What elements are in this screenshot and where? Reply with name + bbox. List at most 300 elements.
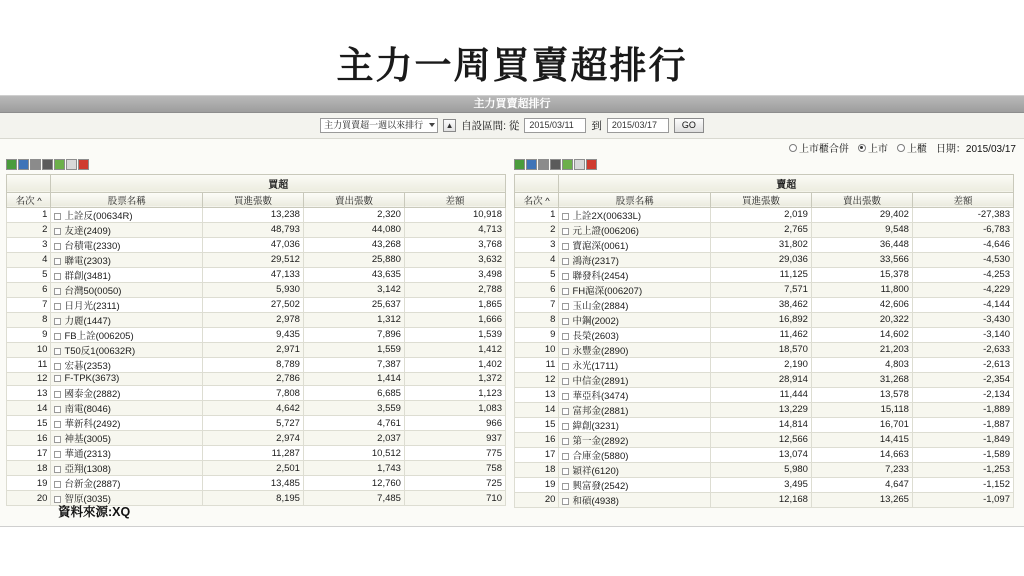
radio-combined[interactable] <box>789 140 849 155</box>
cell-difference: 710 <box>404 491 505 506</box>
cell-stock-name[interactable]: 台新金(2887) <box>51 476 203 491</box>
cell-rank: 3 <box>7 237 51 252</box>
cell-difference: 3,498 <box>404 267 505 282</box>
table-row[interactable] <box>515 447 1014 462</box>
cell-sell-volume: 3,559 <box>303 401 404 416</box>
cell-buy-volume: 8,789 <box>202 357 303 372</box>
buy-panel-icon-bar <box>6 157 506 172</box>
cell-sell-volume: 21,203 <box>811 342 912 357</box>
table-row[interactable] <box>7 416 506 431</box>
cell-buy-volume: 29,512 <box>202 252 303 267</box>
cell-sell-volume: 1,414 <box>303 372 404 386</box>
cell-rank: 20 <box>7 491 51 506</box>
table-row[interactable] <box>515 402 1014 417</box>
checkbox-icon[interactable] <box>54 243 61 250</box>
delete-icon[interactable] <box>586 159 597 170</box>
checkbox-icon[interactable] <box>54 481 61 488</box>
buy-col-rank[interactable]: 名次 ^ <box>7 192 51 207</box>
cell-difference: 1,123 <box>404 386 505 401</box>
cell-sell-volume: 14,602 <box>811 327 912 342</box>
cell-stock-name[interactable]: FH滬深(006207) <box>559 282 711 297</box>
checkbox-icon[interactable] <box>54 303 61 310</box>
cell-rank: 18 <box>515 462 559 477</box>
cell-stock-name[interactable]: 友達(2409) <box>51 222 203 237</box>
cell-difference: -6,783 <box>912 222 1013 237</box>
checkbox-icon[interactable] <box>54 421 61 428</box>
cell-difference: 3,768 <box>404 237 505 252</box>
checkbox-icon[interactable] <box>562 408 569 415</box>
application-window <box>0 95 1024 527</box>
radio-otc[interactable] <box>897 140 927 155</box>
buy-col-sell[interactable]: 賣出張數 <box>303 192 404 207</box>
cell-rank: 13 <box>7 386 51 401</box>
checkbox-icon[interactable] <box>562 243 569 250</box>
date-to-input[interactable]: 2015/03/17 <box>607 118 669 133</box>
table-row[interactable] <box>515 477 1014 492</box>
cell-sell-volume: 29,402 <box>811 207 912 222</box>
toolbar <box>0 113 1024 139</box>
table-row[interactable] <box>515 357 1014 372</box>
table-row[interactable] <box>515 237 1014 252</box>
page-title: 主力一周買賣超排行 <box>336 45 688 86</box>
checkbox-icon[interactable] <box>54 333 61 340</box>
cell-stock-name[interactable]: 聯發科(2454) <box>559 267 711 282</box>
cell-difference: -2,633 <box>912 342 1013 357</box>
table-row[interactable] <box>515 297 1014 312</box>
cell-sell-volume: 13,578 <box>811 387 912 402</box>
confirm-icon[interactable] <box>66 159 77 170</box>
cell-stock-name[interactable]: 南電(8046) <box>51 401 203 416</box>
cell-sell-volume: 7,896 <box>303 327 404 342</box>
table-row[interactable] <box>7 431 506 446</box>
buy-panel <box>6 157 506 508</box>
checkbox-icon[interactable] <box>54 213 61 220</box>
table-row[interactable] <box>515 222 1014 237</box>
cell-rank: 8 <box>515 312 559 327</box>
sell-col-rank[interactable]: 名次 ^ <box>515 192 559 207</box>
checkbox-icon[interactable] <box>562 498 569 505</box>
cell-buy-volume: 11,287 <box>202 446 303 461</box>
cell-sell-volume: 25,880 <box>303 252 404 267</box>
checkbox-icon[interactable] <box>562 228 569 235</box>
cell-sell-volume: 14,415 <box>811 432 912 447</box>
buy-col-diff[interactable]: 差額 <box>404 192 505 207</box>
copy-icon[interactable] <box>18 159 29 170</box>
window-title: 主力買賣超排行 <box>0 96 1024 113</box>
spinner-up-icon[interactable]: ▲ <box>443 119 456 132</box>
cell-sell-volume: 36,448 <box>811 237 912 252</box>
cell-buy-volume: 2,765 <box>710 222 811 237</box>
sell-col-buy[interactable]: 買進張數 <box>710 192 811 207</box>
cell-buy-volume: 13,238 <box>202 207 303 222</box>
source-note: 資料來源:XQ <box>58 504 131 519</box>
buy-table <box>6 174 506 507</box>
cell-rank: 11 <box>515 357 559 372</box>
cell-difference: -3,430 <box>912 312 1013 327</box>
table-row[interactable] <box>7 446 506 461</box>
cell-rank: 4 <box>515 252 559 267</box>
cell-stock-name[interactable]: FB上詮(006205) <box>51 327 203 342</box>
table-row[interactable] <box>515 312 1014 327</box>
cell-buy-volume: 9,435 <box>202 327 303 342</box>
checkbox-icon[interactable] <box>54 273 61 280</box>
cell-sell-volume: 4,803 <box>811 357 912 372</box>
sell-table <box>514 174 1014 508</box>
cell-stock-name[interactable]: 永豐金(2890) <box>559 342 711 357</box>
checkbox-icon[interactable] <box>54 318 61 325</box>
checkbox-icon[interactable] <box>54 466 61 473</box>
sell-group-title: 賣超 <box>559 174 1014 192</box>
checkbox-icon[interactable] <box>562 423 569 430</box>
cell-difference: -27,383 <box>912 207 1013 222</box>
cell-buy-volume: 2,501 <box>202 461 303 476</box>
cell-sell-volume: 4,761 <box>303 416 404 431</box>
cell-sell-volume: 3,142 <box>303 282 404 297</box>
cell-stock-name[interactable]: 華新科(2492) <box>51 416 203 431</box>
cell-difference: -3,140 <box>912 327 1013 342</box>
cell-rank: 17 <box>515 447 559 462</box>
cell-buy-volume: 11,444 <box>710 387 811 402</box>
cell-buy-volume: 2,190 <box>710 357 811 372</box>
cell-difference: -1,097 <box>912 492 1013 507</box>
cell-stock-name[interactable]: 聯電(2303) <box>51 252 203 267</box>
table-row[interactable] <box>515 207 1014 222</box>
cell-sell-volume: 13,265 <box>811 492 912 507</box>
cell-stock-name[interactable]: 合庫金(5880) <box>559 447 711 462</box>
cell-difference: -1,889 <box>912 402 1013 417</box>
cell-buy-volume: 2,019 <box>710 207 811 222</box>
checkbox-icon[interactable] <box>54 363 61 370</box>
cell-rank: 20 <box>515 492 559 507</box>
cell-difference: -4,530 <box>912 252 1013 267</box>
cell-buy-volume: 4,642 <box>202 401 303 416</box>
cell-stock-name[interactable]: 鴻海(2317) <box>559 252 711 267</box>
cell-buy-volume: 2,971 <box>202 342 303 357</box>
table-row[interactable] <box>515 432 1014 447</box>
cell-rank: 6 <box>7 282 51 297</box>
cell-stock-name[interactable]: 力麗(1447) <box>51 312 203 327</box>
cell-rank: 11 <box>7 357 51 372</box>
cell-stock-name[interactable]: 中鋼(2002) <box>559 312 711 327</box>
table-row[interactable] <box>7 282 506 297</box>
cell-rank: 2 <box>7 222 51 237</box>
table-row[interactable] <box>7 357 506 372</box>
confirm-icon[interactable] <box>574 159 585 170</box>
cell-sell-volume: 33,566 <box>811 252 912 267</box>
sell-panel <box>514 157 1014 508</box>
cell-stock-name[interactable]: F-TPK(3673) <box>51 372 203 386</box>
cell-stock-name[interactable]: 群創(3481) <box>51 267 203 282</box>
buy-column-header-row <box>7 192 506 207</box>
radio-dot-icon <box>789 144 797 152</box>
cell-difference: -2,354 <box>912 372 1013 387</box>
cell-rank: 7 <box>515 297 559 312</box>
sell-group-header-row <box>515 174 1014 192</box>
save-icon[interactable] <box>538 159 549 170</box>
cell-sell-volume: 31,268 <box>811 372 912 387</box>
checkbox-icon[interactable] <box>54 258 61 265</box>
cell-stock-name[interactable]: 台積電(2330) <box>51 237 203 252</box>
checkbox-icon[interactable] <box>54 451 61 458</box>
table-row[interactable] <box>7 401 506 416</box>
cell-difference: -1,152 <box>912 477 1013 492</box>
cell-stock-name[interactable]: 和碩(4938) <box>559 492 711 507</box>
radio-otc-label: 上櫃 <box>906 144 927 156</box>
cell-rank: 14 <box>515 402 559 417</box>
chevron-down-icon <box>429 123 435 127</box>
cell-stock-name[interactable]: 國泰金(2882) <box>51 386 203 401</box>
cell-stock-name[interactable]: 台灣50(0050) <box>51 282 203 297</box>
cell-difference: 966 <box>404 416 505 431</box>
table-row[interactable] <box>7 386 506 401</box>
cell-difference: -4,646 <box>912 237 1013 252</box>
checkbox-icon[interactable] <box>562 273 569 280</box>
table-row[interactable] <box>7 342 506 357</box>
checkbox-icon[interactable] <box>562 318 569 325</box>
rank-type-select[interactable] <box>320 118 438 133</box>
cell-difference: -1,589 <box>912 447 1013 462</box>
cell-sell-volume: 42,606 <box>811 297 912 312</box>
checkbox-icon[interactable] <box>54 348 61 355</box>
market-filter-row <box>0 139 1024 157</box>
checkbox-icon[interactable] <box>562 393 569 400</box>
cell-stock-name[interactable]: 上詮反(00634R) <box>51 207 203 222</box>
table-row[interactable] <box>515 417 1014 432</box>
cell-rank: 5 <box>7 267 51 282</box>
cell-sell-volume: 4,647 <box>811 477 912 492</box>
panels-container <box>0 157 1024 508</box>
period-label: 自設區間: 從 <box>461 119 520 132</box>
sell-column-header-row <box>515 192 1014 207</box>
table-row[interactable] <box>7 327 506 342</box>
cell-rank: 14 <box>7 401 51 416</box>
cell-difference: 937 <box>404 431 505 446</box>
checkbox-icon[interactable] <box>562 438 569 445</box>
table-row[interactable] <box>7 267 506 282</box>
table-row[interactable] <box>7 312 506 327</box>
checkbox-icon[interactable] <box>54 288 61 295</box>
cell-buy-volume: 12,566 <box>710 432 811 447</box>
checkbox-icon[interactable] <box>562 213 569 220</box>
go-button[interactable]: GO <box>674 118 704 133</box>
buy-group-spacer <box>7 174 51 192</box>
cell-rank: 7 <box>7 297 51 312</box>
cell-sell-volume: 16,701 <box>811 417 912 432</box>
buy-group-title: 買超 <box>51 174 506 192</box>
cell-rank: 16 <box>515 432 559 447</box>
table-row[interactable] <box>515 492 1014 507</box>
cell-stock-name[interactable]: T50反1(00632R) <box>51 342 203 357</box>
table-row[interactable] <box>515 267 1014 282</box>
cell-stock-name[interactable]: 上詮2X(00633L) <box>559 207 711 222</box>
cell-difference: -1,253 <box>912 462 1013 477</box>
export-icon[interactable] <box>6 159 17 170</box>
current-date-label: 日期：2015/03/17 <box>935 144 1016 156</box>
cell-sell-volume: 2,320 <box>303 207 404 222</box>
cell-stock-name[interactable]: 亞翔(1308) <box>51 461 203 476</box>
cell-difference: 4,713 <box>404 222 505 237</box>
radio-dot-icon <box>858 144 866 152</box>
cell-rank: 17 <box>7 446 51 461</box>
cell-rank: 2 <box>515 222 559 237</box>
cell-buy-volume: 48,793 <box>202 222 303 237</box>
cell-stock-name[interactable]: 長榮(2603) <box>559 327 711 342</box>
table-row[interactable] <box>7 222 506 237</box>
cell-difference: 10,918 <box>404 207 505 222</box>
table-row[interactable] <box>515 342 1014 357</box>
cell-rank: 13 <box>515 387 559 402</box>
cell-sell-volume: 12,760 <box>303 476 404 491</box>
cell-rank: 10 <box>7 342 51 357</box>
cell-sell-volume: 44,080 <box>303 222 404 237</box>
cell-rank: 9 <box>7 327 51 342</box>
sell-col-sell[interactable]: 賣出張數 <box>811 192 912 207</box>
cell-buy-volume: 2,978 <box>202 312 303 327</box>
buy-col-name[interactable]: 股票名稱 <box>51 192 203 207</box>
checkbox-icon[interactable] <box>54 228 61 235</box>
checkbox-icon[interactable] <box>562 258 569 265</box>
table-row[interactable] <box>7 461 506 476</box>
table-row[interactable] <box>515 327 1014 342</box>
buy-table-body <box>7 207 506 506</box>
checkbox-icon[interactable] <box>54 391 61 398</box>
print-icon[interactable] <box>550 159 561 170</box>
radio-combined-label: 上市櫃合併 <box>798 144 849 156</box>
add-icon[interactable] <box>54 159 65 170</box>
cell-difference: -4,253 <box>912 267 1013 282</box>
add-icon[interactable] <box>562 159 573 170</box>
table-row[interactable] <box>515 282 1014 297</box>
cell-stock-name[interactable]: 神基(3005) <box>51 431 203 446</box>
buy-col-buy[interactable]: 買進張數 <box>202 192 303 207</box>
cell-buy-volume: 7,808 <box>202 386 303 401</box>
cell-stock-name[interactable]: 宏碁(2353) <box>51 357 203 372</box>
cell-buy-volume: 29,036 <box>710 252 811 267</box>
cell-buy-volume: 5,980 <box>710 462 811 477</box>
sell-col-diff[interactable]: 差額 <box>912 192 1013 207</box>
checkbox-icon[interactable] <box>54 375 61 382</box>
cell-sell-volume: 1,743 <box>303 461 404 476</box>
cell-stock-name[interactable]: 興富發(2542) <box>559 477 711 492</box>
cell-difference: -2,134 <box>912 387 1013 402</box>
cell-stock-name[interactable]: 寶滬深(0061) <box>559 237 711 252</box>
radio-listed-label: 上市 <box>867 144 888 156</box>
cell-buy-volume: 28,914 <box>710 372 811 387</box>
cell-difference: -2,613 <box>912 357 1013 372</box>
cell-buy-volume: 13,229 <box>710 402 811 417</box>
cell-rank: 9 <box>515 327 559 342</box>
table-row[interactable] <box>515 252 1014 267</box>
cell-stock-name[interactable]: 元上證(006206) <box>559 222 711 237</box>
table-row[interactable] <box>7 297 506 312</box>
checkbox-icon[interactable] <box>562 348 569 355</box>
checkbox-icon[interactable] <box>562 378 569 385</box>
table-row[interactable] <box>7 372 506 386</box>
cell-sell-volume: 1,312 <box>303 312 404 327</box>
cell-sell-volume: 1,559 <box>303 342 404 357</box>
cell-sell-volume: 20,322 <box>811 312 912 327</box>
save-icon[interactable] <box>30 159 41 170</box>
cell-rank: 8 <box>7 312 51 327</box>
cell-rank: 12 <box>7 372 51 386</box>
cell-sell-volume: 10,512 <box>303 446 404 461</box>
checkbox-icon[interactable] <box>562 363 569 370</box>
cell-stock-name[interactable]: 華通(2313) <box>51 446 203 461</box>
cell-buy-volume: 13,485 <box>202 476 303 491</box>
checkbox-icon[interactable] <box>562 453 569 460</box>
print-icon[interactable] <box>42 159 53 170</box>
cell-sell-volume: 14,663 <box>811 447 912 462</box>
cell-difference: -1,887 <box>912 417 1013 432</box>
cell-buy-volume: 13,074 <box>710 447 811 462</box>
cell-buy-volume: 47,036 <box>202 237 303 252</box>
checkbox-icon[interactable] <box>562 288 569 295</box>
table-row[interactable] <box>515 387 1014 402</box>
cell-difference: 2,788 <box>404 282 505 297</box>
cell-stock-name[interactable]: 富邦金(2881) <box>559 402 711 417</box>
checkbox-icon[interactable] <box>54 436 61 443</box>
cell-buy-volume: 7,571 <box>710 282 811 297</box>
cell-stock-name[interactable]: 第一金(2892) <box>559 432 711 447</box>
cell-buy-volume: 12,168 <box>710 492 811 507</box>
cell-stock-name[interactable]: 中信金(2891) <box>559 372 711 387</box>
cell-rank: 16 <box>7 431 51 446</box>
rank-type-value: 主力買賣超一週以來排行 <box>324 119 424 130</box>
cell-stock-name[interactable]: 玉山金(2884) <box>559 297 711 312</box>
cell-difference: 775 <box>404 446 505 461</box>
cell-buy-volume: 18,570 <box>710 342 811 357</box>
cell-buy-volume: 5,727 <box>202 416 303 431</box>
to-label: 到 <box>591 119 602 132</box>
export-icon[interactable] <box>514 159 525 170</box>
checkbox-icon[interactable] <box>562 333 569 340</box>
cell-buy-volume: 11,462 <box>710 327 811 342</box>
cell-stock-name[interactable]: 智原(3035) <box>51 491 203 506</box>
cell-rank: 4 <box>7 252 51 267</box>
cell-stock-name[interactable]: 緯創(3231) <box>559 417 711 432</box>
checkbox-icon[interactable] <box>562 468 569 475</box>
checkbox-icon[interactable] <box>54 406 61 413</box>
checkbox-icon[interactable] <box>562 483 569 490</box>
date-from-input[interactable]: 2015/03/11 <box>524 118 586 133</box>
cell-buy-volume: 27,502 <box>202 297 303 312</box>
table-row[interactable] <box>7 476 506 491</box>
table-row[interactable] <box>7 237 506 252</box>
table-row[interactable] <box>515 372 1014 387</box>
cell-stock-name[interactable]: 穎祥(6120) <box>559 462 711 477</box>
cell-stock-name[interactable]: 日月光(2311) <box>51 297 203 312</box>
checkbox-icon[interactable] <box>562 303 569 310</box>
copy-icon[interactable] <box>526 159 537 170</box>
sell-col-name[interactable]: 股票名稱 <box>559 192 711 207</box>
cell-sell-volume: 7,387 <box>303 357 404 372</box>
cell-rank: 1 <box>7 207 51 222</box>
radio-dot-icon <box>897 144 905 152</box>
cell-buy-volume: 2,786 <box>202 372 303 386</box>
table-row[interactable] <box>515 462 1014 477</box>
cell-stock-name[interactable]: 永光(1711) <box>559 357 711 372</box>
radio-listed[interactable] <box>858 140 888 155</box>
sell-table-body <box>515 207 1014 507</box>
table-row[interactable] <box>7 207 506 222</box>
buy-group-header-row <box>7 174 506 192</box>
cell-difference: 1,402 <box>404 357 505 372</box>
cell-buy-volume: 31,802 <box>710 237 811 252</box>
table-row[interactable] <box>7 252 506 267</box>
delete-icon[interactable] <box>78 159 89 170</box>
cell-stock-name[interactable]: 華亞科(3474) <box>559 387 711 402</box>
cell-difference: -1,849 <box>912 432 1013 447</box>
